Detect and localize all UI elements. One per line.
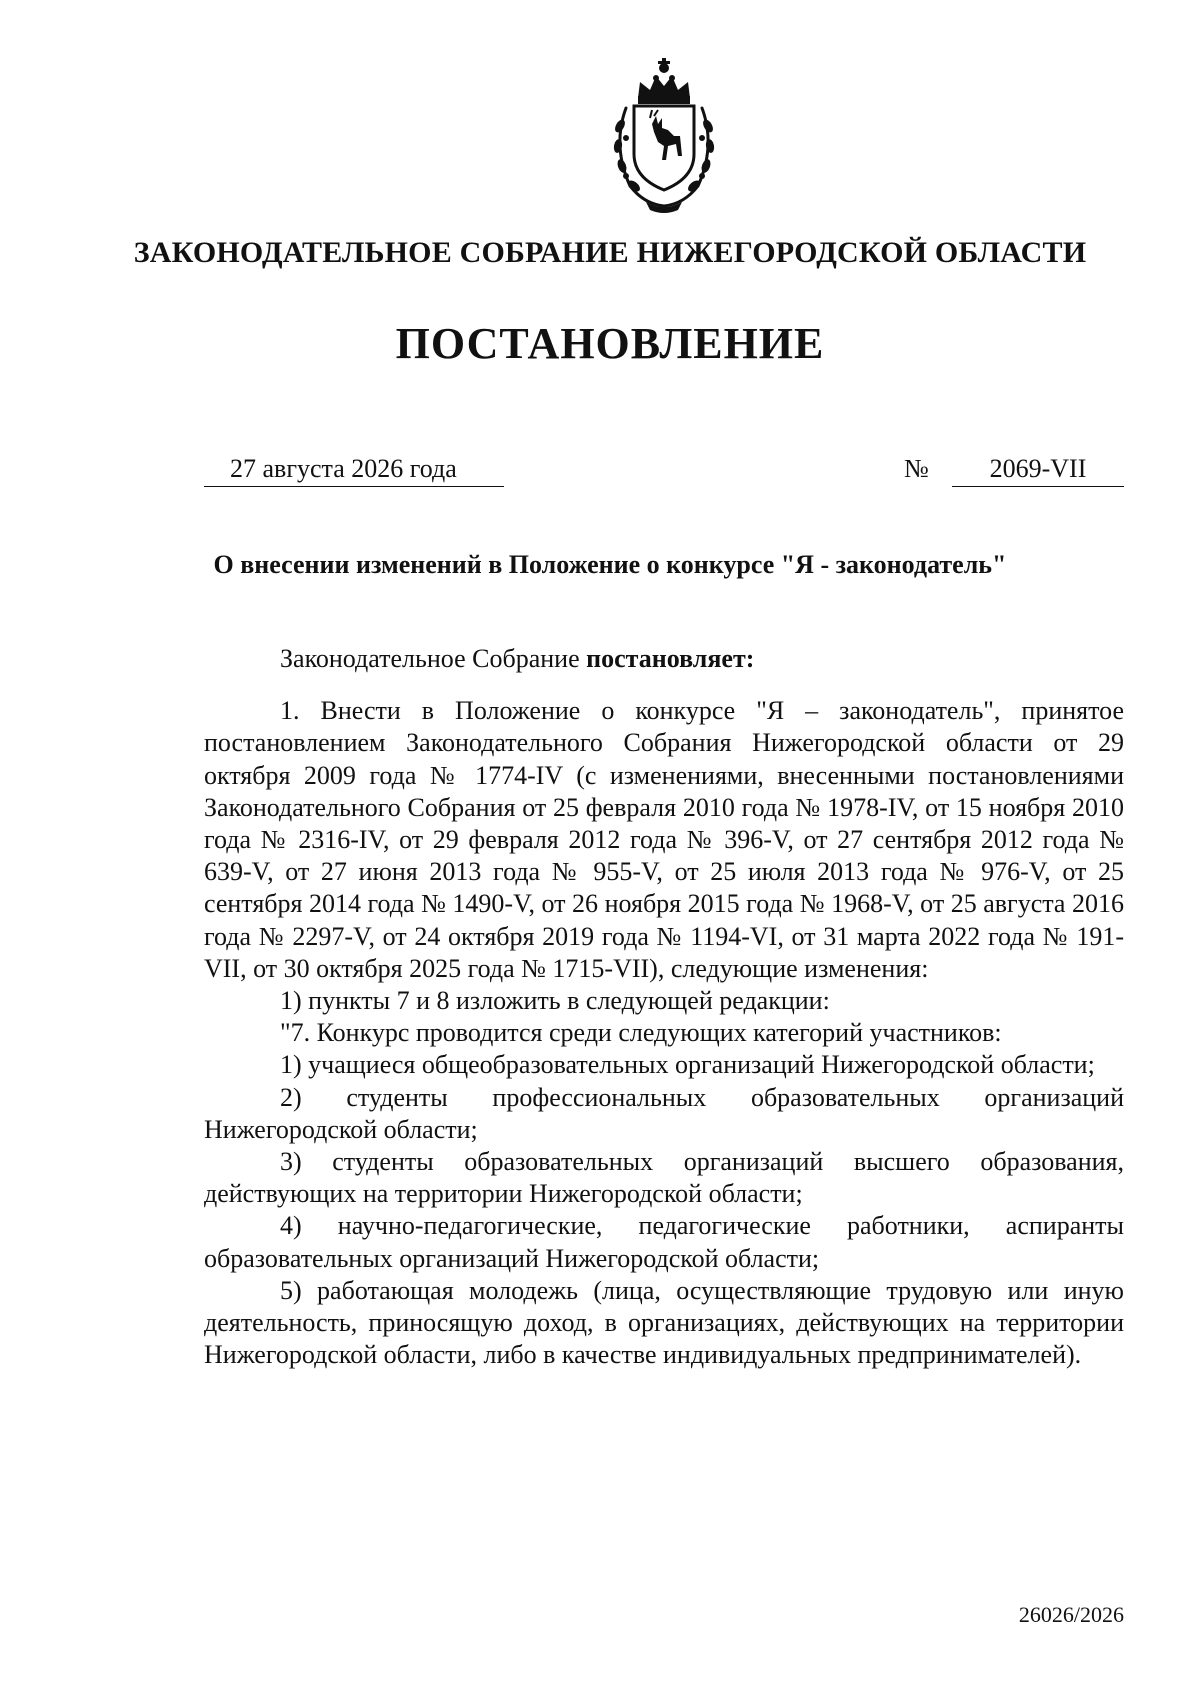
document-type: ПОСТАНОВЛЕНИЕ (395, 319, 825, 368)
document-subject: О внесении изменений в Положение о конкурсе "Я - законодатель" (213, 550, 1007, 579)
organization-title: ЗАКОНОДАТЕЛЬНОЕ СОБРАНИЕ НИЖЕГОРОДСКОЙ ОБЛАСТИ (133, 236, 1087, 269)
document-date (204, 452, 504, 487)
paragraph: 1) пункты 7 и 8 изложить в следующей редакции: (280, 986, 830, 1016)
paragraph: 3) студенты образовательных организаций высшего образования, действующих на территории Нижегородской области; (204, 1147, 1124, 1209)
document-body (204, 643, 1124, 1371)
paragraph: 1) учащиеся общеобразовательных организаций Нижегородской области; (280, 1050, 1095, 1080)
coat-of-arms-icon (596, 46, 732, 216)
paragraph: 2) студенты профессиональных образовательных организаций Нижегородской области; (204, 1082, 1124, 1144)
paragraph: 5) работающая молодежь (лица, осуществляющие трудовую или иную деятельность, приносящую доход, в организациях, действующих на территории Нижегородской области, либо в качестве индивидуальных предпринимателей). (204, 1275, 1124, 1370)
paragraph: "7. Конкурс проводится среди следующих категорий участников: (280, 1018, 1002, 1048)
document-date-value: 27 августа 2026 года (230, 454, 457, 483)
paragraph: 1. Внести в Положение о конкурсе "Я – законодатель", принятое постановлением Законодательного Собрания Нижегородской области от 29 октября 2009 года № 1774-IV (с изменениями, внесенными постановлениями Законодательного Собрания от 25 февраля 2010 года № 1978-IV, от 15 ноября 2010 года № 2316-IV, от 29 февраля 2012 года № 396-V, от 27 сентября 2012 года № 639-V, от 27 июня 2013 года № 955-V, от 25 июля 2013 года № 976-V, от 25 сентября 2014 года № 1490-V, от 26 ноября 2015 года № 1968-V, от 25 августа 2016 года № 2297-V, от 24 октября 2019 года № 1194-VI, от 31 марта 2022 года № 191-VII, от 30 октября 2025 года № 1715-VII), следующие изменения: (204, 696, 1124, 983)
paragraph: 4) научно-педагогические, педагогические работники, аспиранты образовательных организаций Нижегородской области; (204, 1211, 1124, 1273)
preamble-bold: постановляет: (586, 644, 755, 673)
preamble-text: Законодательное Собрание (280, 644, 587, 673)
preamble (204, 643, 1124, 675)
number-sign: № (904, 454, 929, 483)
document-number: 2069-VII (952, 452, 1124, 487)
footer-code: 26026/2026 (1018, 1602, 1124, 1627)
